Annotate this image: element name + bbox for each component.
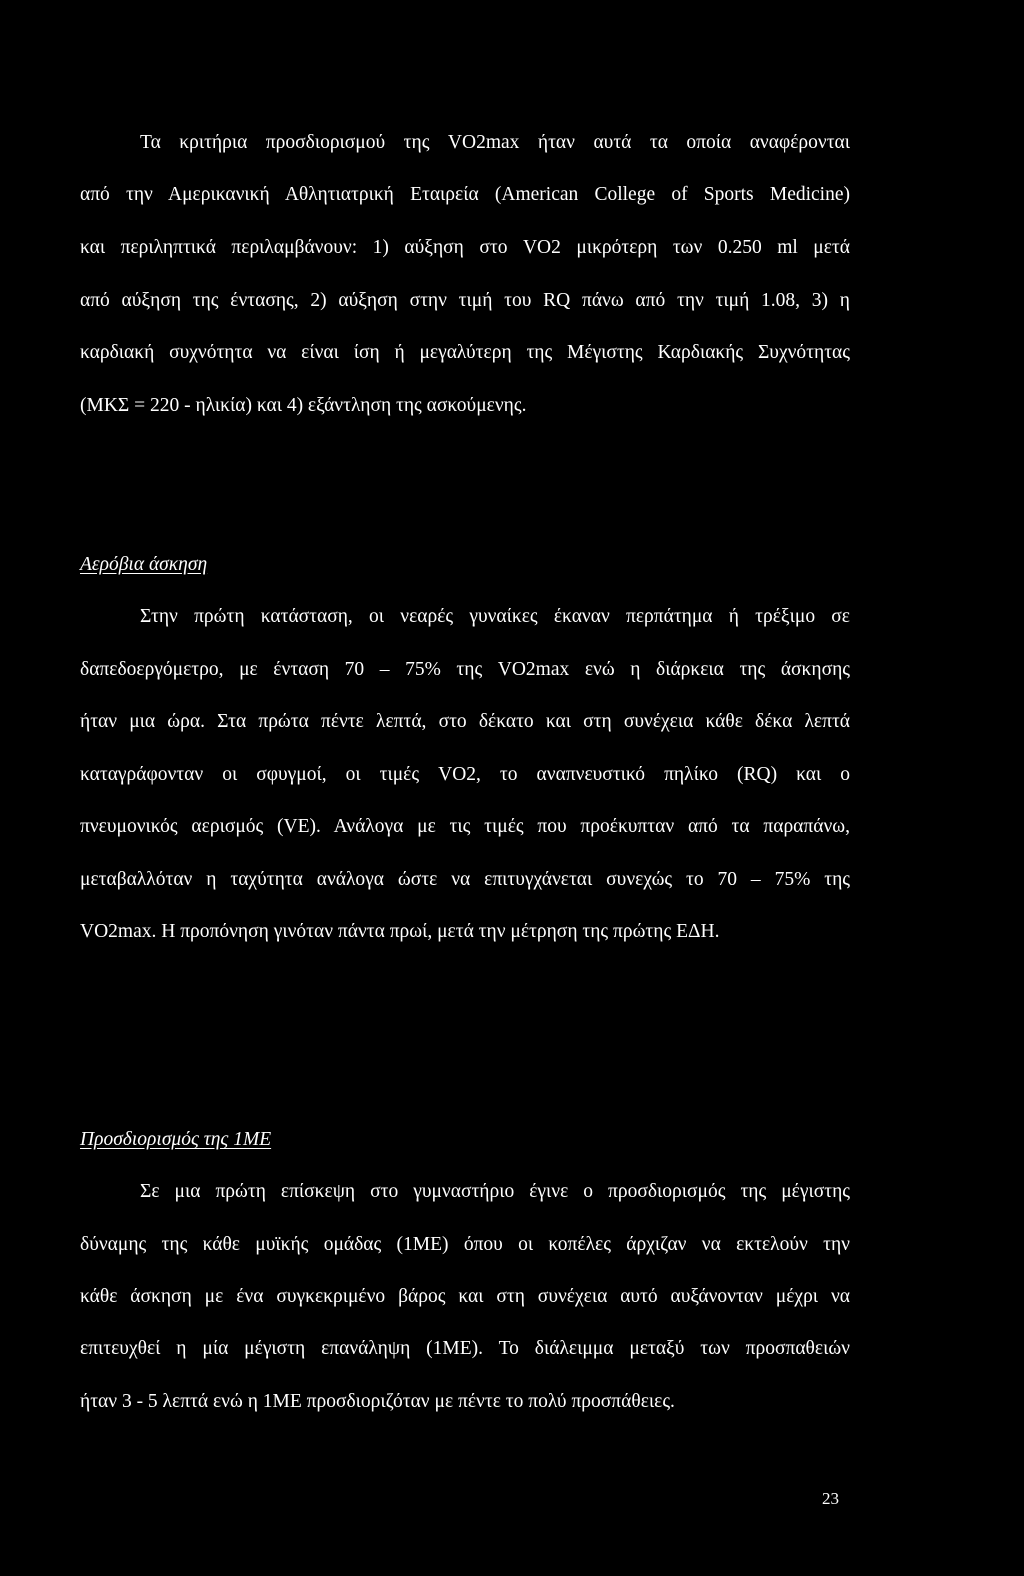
paragraph-1-line-3: και περιληπτικά περιλαμβάνουν: 1) αύξηση στο VO2 μικρότερη των 0.250 ml μετά: [80, 237, 850, 258]
section-2-line-4: επιτευχθεί η μία μέγιστη επανάληψη (1ΜΕ). Το διάλειμμα μεταξύ των προσπαθειών: [80, 1338, 850, 1359]
paragraph-1-line-5: καρδιακή συχνότητα να είναι ίση ή μεγαλύτερη της Μέγιστης Καρδιακής Συχνότητας: [80, 342, 850, 363]
section-1-line-4: καταγράφονταν οι σφυγμοί, οι τιμές VO2, το αναπνευστικό πηλίκο (RQ) και ο: [80, 764, 850, 785]
paragraph-1-line-6: (ΜΚΣ = 220 - ηλικία) και 4) εξάντληση της ασκούμενης.: [80, 395, 527, 416]
paragraph-1-line-1: Τα κριτήρια προσδιορισμού της VO2max ήταν αυτά τα οποία αναφέρονται: [140, 132, 850, 153]
section-2-line-2: δύναμης της κάθε μυϊκής ομάδας (1ΜΕ) όπου οι κοπέλες άρχιζαν να εκτελούν την: [80, 1234, 850, 1255]
section-1-line-3: ήταν μια ώρα. Στα πρώτα πέντε λεπτά, στο δέκατο και στη συνέχεια κάθε δέκα λεπτά: [80, 711, 850, 732]
paragraph-1-line-4: από αύξηση της έντασης, 2) αύξηση στην τιμή του RQ πάνω από την τιμή 1.08, 3) η: [80, 290, 850, 311]
section-1-line-2: δαπεδοεργόμετρο, με ένταση 70 – 75% της VO2max ενώ η διάρκεια της άσκησης: [80, 659, 850, 680]
section-2-line-3: κάθε άσκηση με ένα συγκεκριμένο βάρος και στη συνέχεια αυτό αυξάνονταν μέχρι να: [80, 1286, 850, 1307]
section-heading-aerobic: Αερόβια άσκηση: [80, 554, 208, 575]
paragraph-1-line-2: από την Αμερικανική Αθλητιατρική Εταιρεία (American College of Sports Medicine): [80, 184, 850, 205]
section-1-line-7: VO2max. Η προπόνηση γινόταν πάντα πρωί, μετά την μέτρηση της πρώτης ΕΔΗ.: [80, 921, 720, 942]
section-1-line-6: μεταβαλλόταν η ταχύτητα ανάλογα ώστε να επιτυγχάνεται συνεχώς το 70 – 75% της: [80, 869, 850, 890]
section-1-line-1: Στην πρώτη κατάσταση, οι νεαρές γυναίκες έκαναν περπάτημα ή τρέξιμο σε: [140, 606, 850, 627]
section-2-line-1: Σε μια πρώτη επίσκεψη στο γυμναστήριο έγινε ο προσδιορισμός της μέγιστης: [140, 1181, 850, 1202]
page-number: 23: [822, 1489, 839, 1508]
section-1-line-5: πνευμονικός αερισμός (VE). Ανάλογα με τις τιμές που προέκυπταν από τα παραπάνω,: [80, 816, 850, 837]
section-heading-1rm: Προσδιορισμός της 1ΜΕ: [80, 1129, 272, 1150]
section-2-line-5: ήταν 3 - 5 λεπτά ενώ η 1ΜΕ προσδιοριζόταν με πέντε το πολύ προσπάθειες.: [80, 1391, 675, 1412]
